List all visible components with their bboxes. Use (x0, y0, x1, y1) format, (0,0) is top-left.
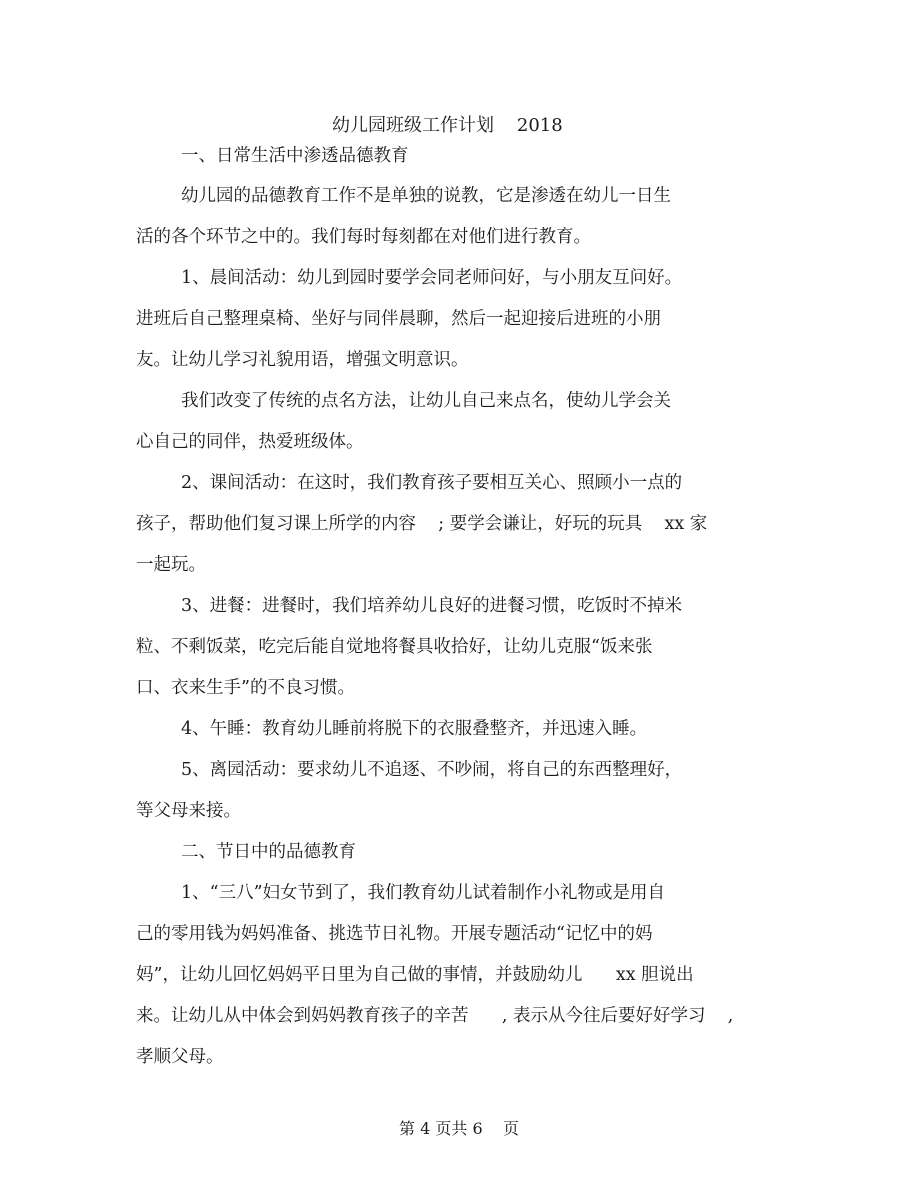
paragraph-line: 口、衣来生手”的不良习惯。 (136, 678, 355, 698)
paragraph-line: 5、离园活动：要求幼儿不追逐、不吵闹，将自己的东西整理好， (181, 760, 683, 780)
paragraph-line: 孝顺父母。 (136, 1047, 224, 1067)
paragraph-line: 2、课间活动：在这时，我们教育孩子要相互关心、照顾小一点的 (181, 473, 683, 493)
page-number-footer: 第 4 页共 6 页 (399, 1119, 519, 1138)
paragraph-line: 己的零用钱为妈妈准备、挑选节日礼物。开展专题活动“记忆中的妈 (136, 924, 653, 944)
paragraph-line: 活的各个环节之中的。我们每时每刻都在对他们进行教育。 (136, 227, 591, 247)
paragraph-line: 粒、不剩饭菜，吃完后能自觉地将餐具收拾好，让幼儿克服“饭来张 (136, 637, 653, 657)
paragraph-line: 孩子，帮助他们复习课上所学的内容 ; 要学会谦让，好玩的玩具 xx 家 (136, 514, 708, 534)
paragraph-line: 3、进餐：进餐时，我们培养幼儿良好的进餐习惯，吃饭时不掉米 (181, 596, 683, 616)
paragraph-line: 友。让幼儿学习礼貌用语，增强文明意识。 (136, 350, 469, 370)
paragraph-line: 幼儿园的品德教育工作不是单独的说教，它是渗透在幼儿一日生 (181, 186, 671, 206)
paragraph-line: 我们改变了传统的点名方法，让幼儿自己来点名，使幼儿学会关 (181, 391, 671, 411)
section-heading: 一、日常生活中渗透品德教育 (181, 146, 409, 166)
paragraph-line: 妈”，让幼儿回忆妈妈平日里为自己做的事情，并鼓励幼儿 xx 胆说出 (136, 965, 694, 985)
paragraph-line: 来。让幼儿从中体会到妈妈教育孩子的辛苦 , 表示从今往后要好好学习 , (136, 1006, 734, 1026)
paragraph-line: 1、晨间活动：幼儿到园时要学会同老师问好，与小朋友互问好。 (181, 268, 683, 288)
paragraph-line: 进班后自己整理桌椅、坐好与同伴晨聊，然后一起迎接后进班的小朋 (136, 309, 661, 329)
paragraph-line: 一起玩。 (136, 555, 206, 575)
section-heading: 二、节日中的品德教育 (181, 842, 356, 862)
paragraph-line: 等父母来接。 (136, 801, 241, 821)
page-title: 幼儿园班级工作计划 2018 (332, 115, 563, 136)
paragraph-line: 1、“三八”妇女节到了，我们教育幼儿试着制作小礼物或是用自 (181, 883, 666, 903)
paragraph-line: 心自己的同伴，热爱班级体。 (136, 432, 364, 452)
paragraph-line: 4、午睡：教育幼儿睡前将脱下的衣服叠整齐，并迅速入睡。 (181, 719, 648, 739)
